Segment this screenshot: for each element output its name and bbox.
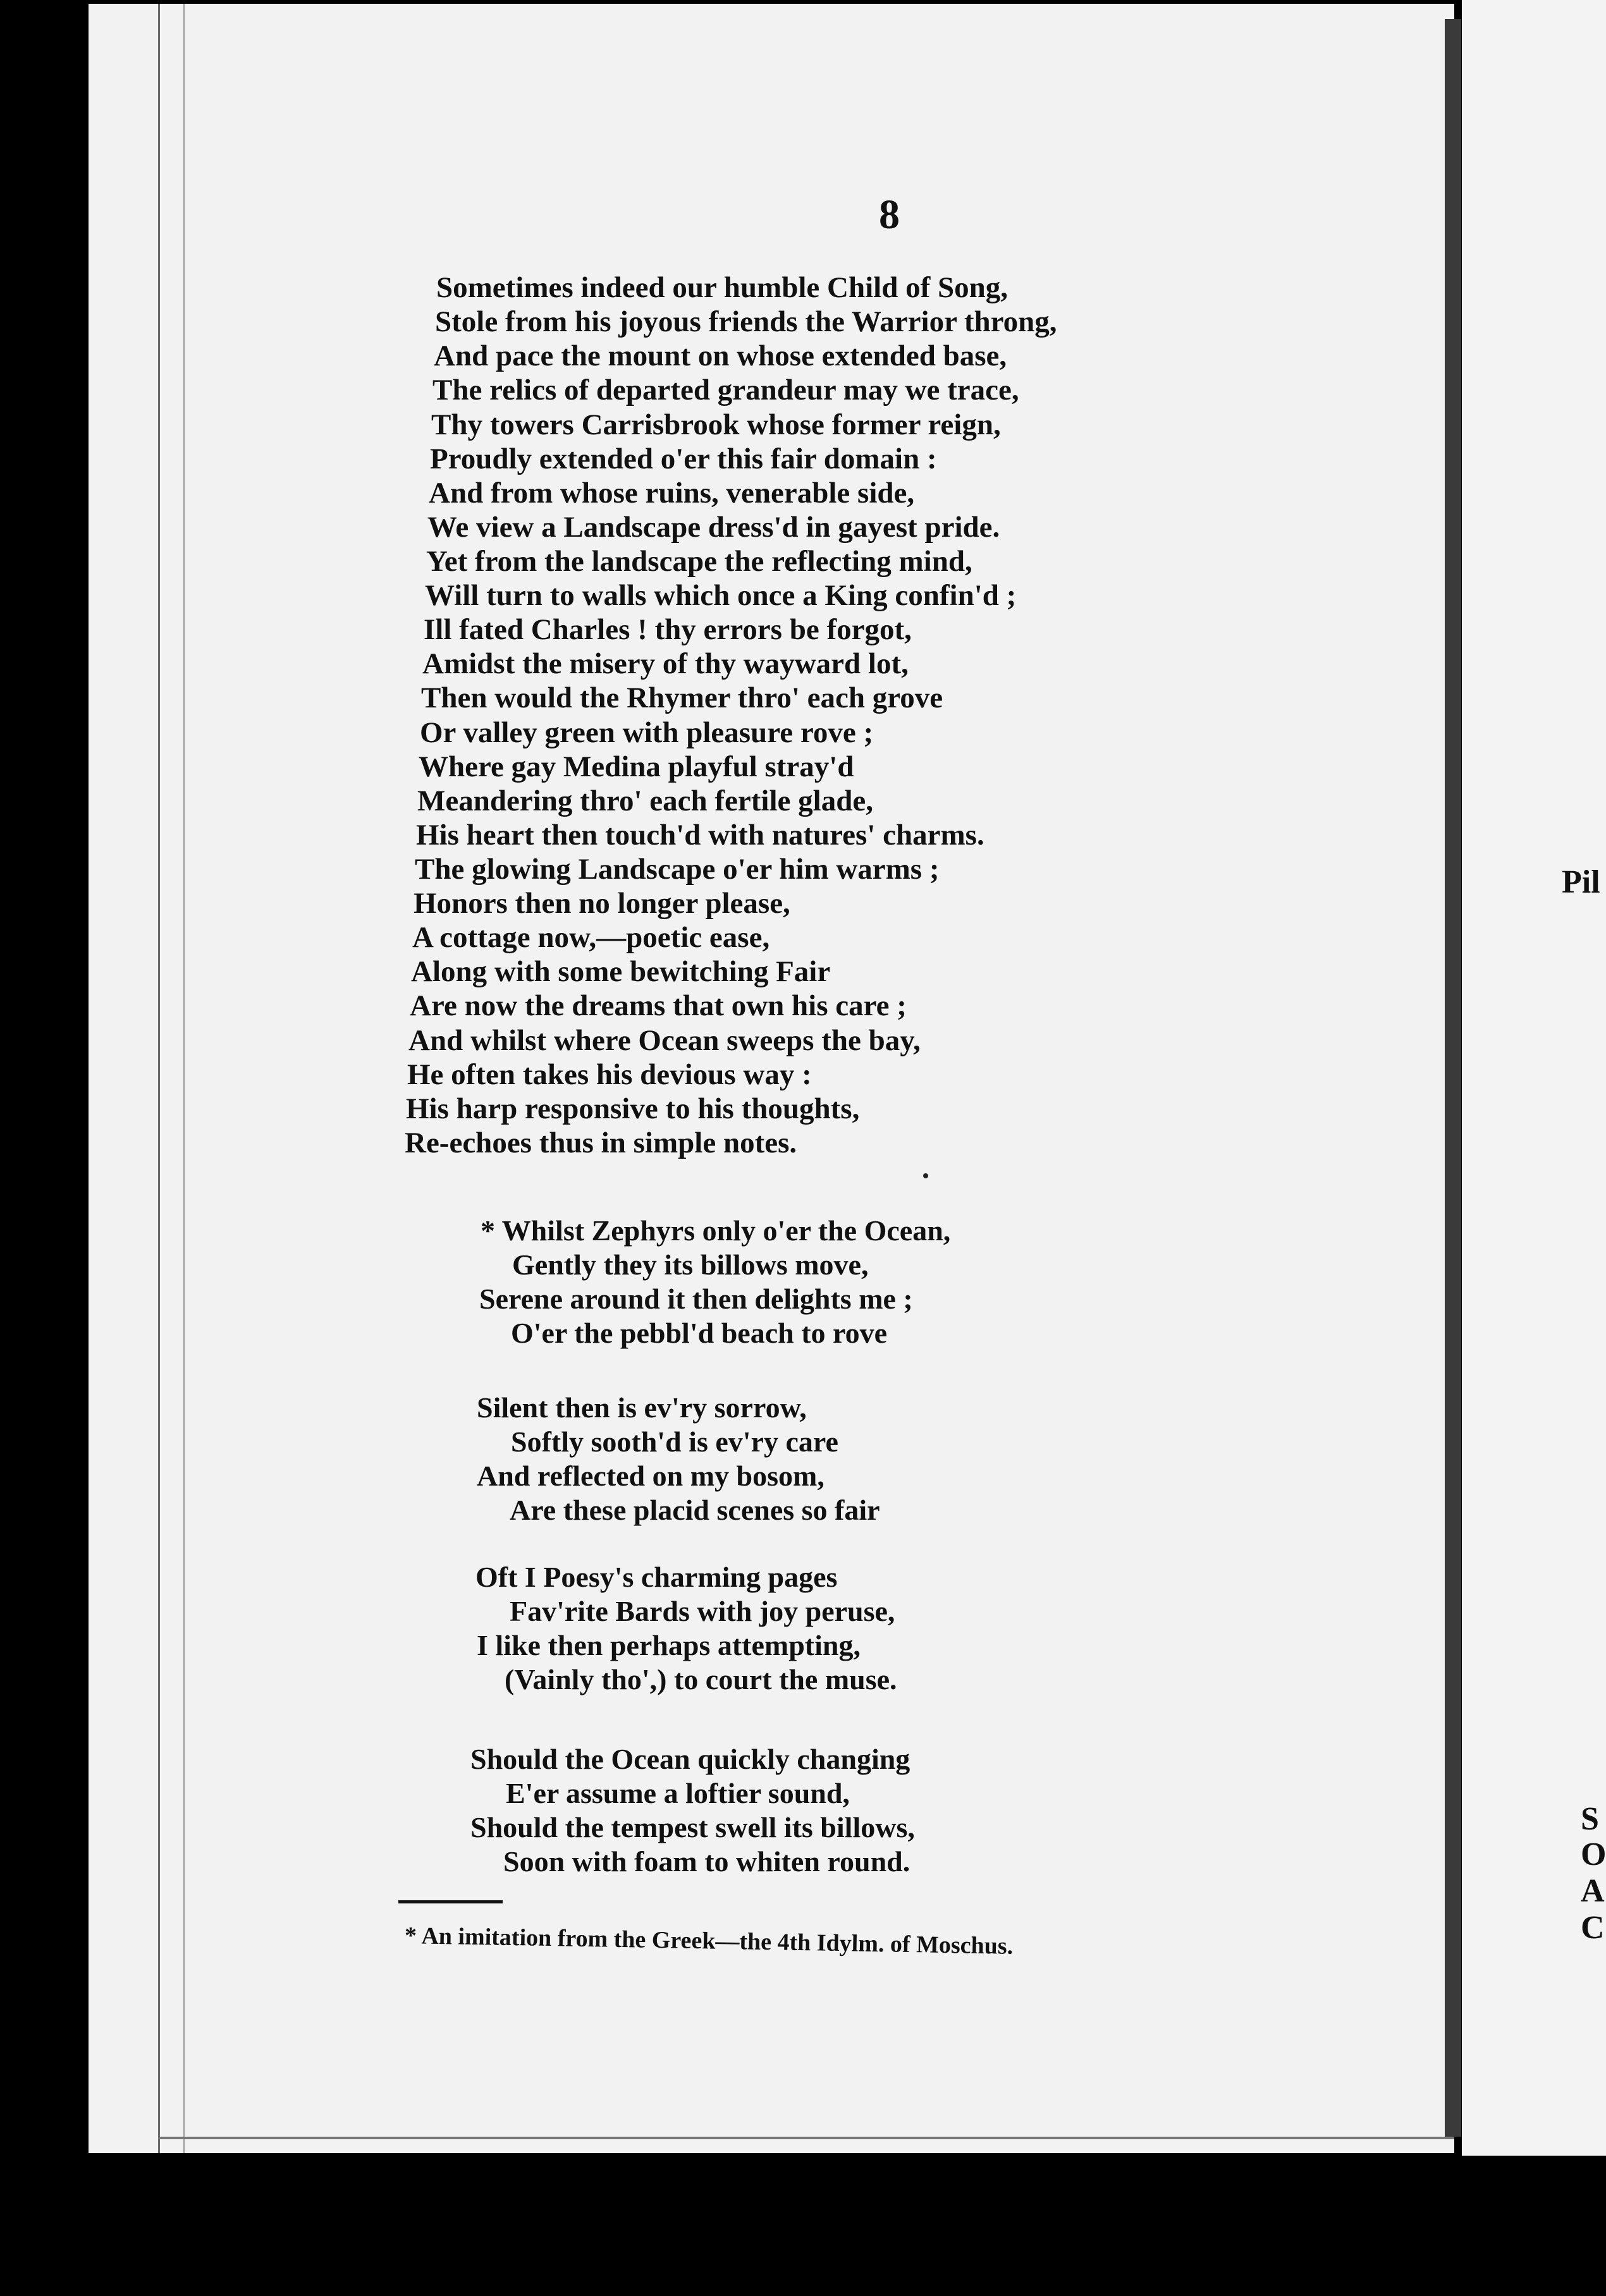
verse-line: Oft I Poesy's charming pages — [475, 1561, 838, 1593]
verse-line: Thy towers Carrisbrook whose former reign, — [431, 408, 1001, 441]
verse-line: We view a Landscape dress'd in gayest pride. — [427, 511, 1000, 544]
verse-line: (Vainly tho',) to court the muse. — [505, 1663, 897, 1695]
verse-line: His harp responsive to his thoughts, — [406, 1092, 860, 1125]
verse-line: Silent then is ev'ry sorrow, — [477, 1391, 807, 1424]
verse-line: Along with some bewitching Fair — [411, 955, 831, 988]
verse-line: Should the tempest swell its billows, — [470, 1811, 915, 1843]
verse-line: Should the Ocean quickly changing — [470, 1743, 910, 1775]
verse-line: Soon with foam to whiten round. — [503, 1845, 910, 1878]
facing-page-fragment: S — [1581, 1801, 1599, 1837]
verse-line: A cottage now,—poetic ease, — [412, 921, 770, 954]
verse-line: Ill fated Charles ! thy errors be forgot, — [424, 613, 912, 646]
verse-line: He often takes his devious way : — [407, 1058, 812, 1091]
verse-line: Gently they its billows move, — [512, 1249, 869, 1281]
verse-line: And reflected on my bosom, — [477, 1460, 824, 1492]
verse-line: His heart then touch'd with natures' charms. — [416, 819, 984, 852]
verse-line: The glowing Landscape o'er him warms ; — [415, 853, 940, 886]
facing-page-fragment: A — [1581, 1873, 1605, 1909]
verse-line: Sometimes indeed our humble Child of Song, — [436, 271, 1008, 304]
verse-line: * Whilst Zephyrs only o'er the Ocean, — [481, 1214, 951, 1247]
footnote: * An imitation from the Greek—the 4th Idylm. of Moschus. — [404, 1922, 1014, 1960]
ink-speck — [923, 1173, 928, 1178]
verse-line: I like then perhaps attempting, — [477, 1629, 861, 1661]
verse-line: And whilst where Ocean sweeps the bay, — [408, 1024, 921, 1057]
facing-page-fragment: O — [1581, 1836, 1606, 1872]
verse-line: And pace the mount on whose extended base, — [434, 339, 1007, 372]
verse-line: Will turn to walls which once a King confin'd ; — [425, 579, 1017, 612]
verse-line: Are these placid scenes so fair — [510, 1494, 880, 1526]
book-gutter — [1445, 19, 1461, 2137]
verse-line: Serene around it then delights me ; — [479, 1283, 913, 1315]
verse-line: O'er the pebbl'd beach to rove — [511, 1317, 888, 1349]
page-bottom-edge — [158, 2137, 1454, 2139]
verse-line: Stole from his joyous friends the Warrior throng, — [435, 305, 1057, 338]
verse-line: Or valley green with pleasure rove ; — [420, 716, 874, 749]
verse-line: Honors then no longer please, — [414, 887, 790, 920]
verse-line: Fav'rite Bards with joy peruse, — [510, 1595, 895, 1627]
page-number: 8 — [879, 192, 900, 238]
verse-line: Meandering thro' each fertile glade, — [417, 785, 873, 817]
verse-line: Softly sooth'd is ev'ry care — [511, 1426, 838, 1458]
facing-page-fragment: C — [1581, 1910, 1605, 1946]
facing-page-fragment: Pil — [1562, 864, 1600, 900]
verse-line: Where gay Medina playful stray'd — [419, 750, 854, 783]
verse-line: The relics of departed grandeur may we trace, — [432, 374, 1019, 406]
verse-line: Then would the Rhymer thro' each grove — [421, 681, 943, 714]
verse-line: And from whose ruins, venerable side, — [429, 477, 915, 510]
footnote-rule — [398, 1900, 503, 1903]
facing-page — [1462, 0, 1606, 2156]
verse-line: Amidst the misery of thy wayward lot, — [422, 647, 909, 680]
verse-line: E'er assume a loftier sound, — [506, 1777, 850, 1809]
verse-line: Re-echoes thus in simple notes. — [405, 1127, 797, 1159]
verse-line: Are now the dreams that own his care ; — [410, 989, 907, 1022]
verse-line: Yet from the landscape the reflecting mind, — [426, 545, 972, 578]
verse-line: Proudly extended o'er this fair domain : — [430, 443, 937, 475]
